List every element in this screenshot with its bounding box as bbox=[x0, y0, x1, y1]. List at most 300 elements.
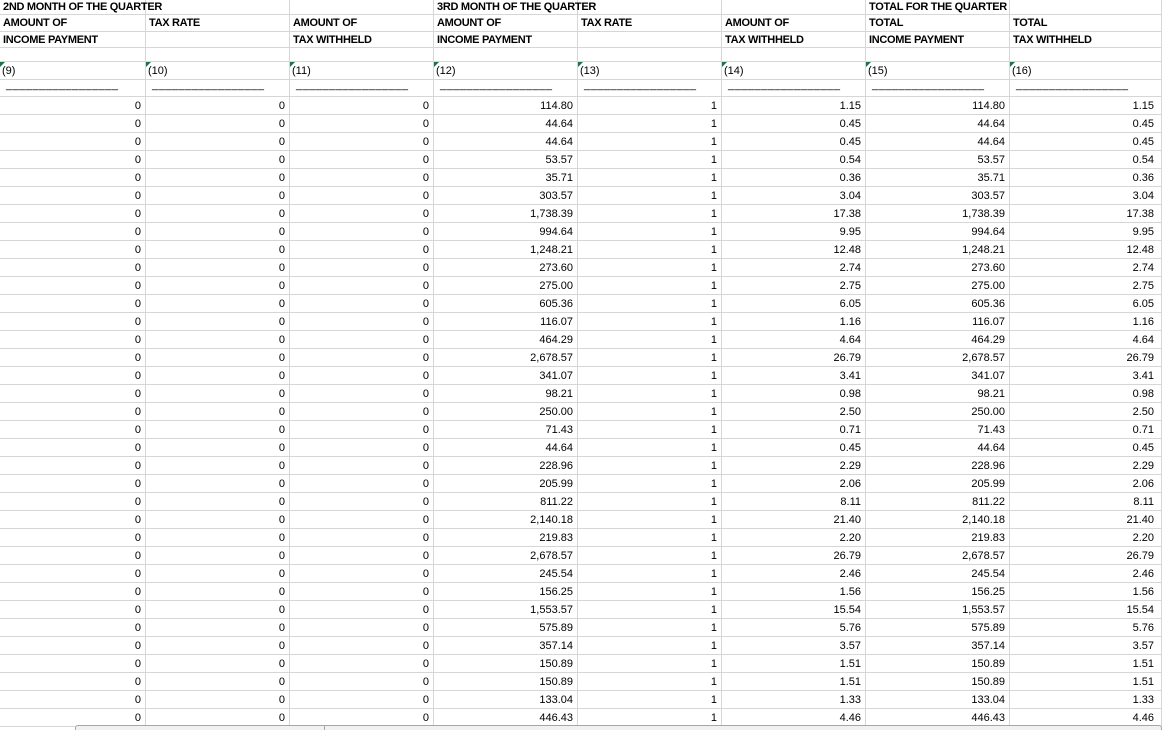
data-cell-3rd-month-amount-of-income-payment[interactable] bbox=[434, 637, 578, 655]
data-cell-3rd-month-amount-of-tax-withheld[interactable] bbox=[722, 619, 866, 637]
data-cell-2nd-month-amount-of-income-payment[interactable] bbox=[0, 673, 146, 691]
horizontal-scrollbar[interactable] bbox=[75, 725, 1162, 730]
data-cell-2nd-month-amount-of-tax-withheld[interactable] bbox=[290, 547, 434, 565]
data-cell-total-income-payment[interactable] bbox=[866, 313, 1010, 331]
data-cell-2nd-month-amount-of-income-payment[interactable] bbox=[0, 133, 146, 151]
header-label-cell-total-tax-withheld[interactable] bbox=[1010, 15, 1162, 32]
data-cell-3rd-month-amount-of-income-payment[interactable] bbox=[434, 493, 578, 511]
data-cell-total-tax-withheld[interactable] bbox=[1010, 529, 1162, 547]
data-cell-3rd-month-tax-rate[interactable] bbox=[578, 601, 722, 619]
data-cell-2nd-month-amount-of-income-payment[interactable] bbox=[0, 601, 146, 619]
data-cell-3rd-month-amount-of-tax-withheld[interactable] bbox=[722, 637, 866, 655]
data-cell-total-income-payment[interactable] bbox=[866, 349, 1010, 367]
data-cell-2nd-month-tax-rate[interactable] bbox=[146, 151, 290, 169]
data-cell-3rd-month-amount-of-income-payment[interactable] bbox=[434, 403, 578, 421]
data-cell-3rd-month-amount-of-tax-withheld[interactable] bbox=[722, 367, 866, 385]
data-cell-total-income-payment[interactable] bbox=[866, 619, 1010, 637]
underline-cell[interactable] bbox=[146, 80, 290, 97]
column-number-cell-9[interactable] bbox=[0, 62, 146, 80]
data-cell-total-income-payment[interactable] bbox=[866, 565, 1010, 583]
data-cell-2nd-month-amount-of-tax-withheld[interactable] bbox=[290, 655, 434, 673]
data-cell-3rd-month-amount-of-tax-withheld[interactable] bbox=[722, 259, 866, 277]
data-cell-2nd-month-amount-of-income-payment[interactable] bbox=[0, 367, 146, 385]
data-cell-2nd-month-amount-of-income-payment[interactable] bbox=[0, 385, 146, 403]
data-cell-total-tax-withheld[interactable] bbox=[1010, 493, 1162, 511]
data-cell-2nd-month-amount-of-tax-withheld[interactable] bbox=[290, 691, 434, 709]
data-cell-total-tax-withheld[interactable] bbox=[1010, 277, 1162, 295]
header-sublabel-cell-3rd-month-amount-of-tax-withheld[interactable] bbox=[722, 32, 866, 48]
data-cell-3rd-month-amount-of-tax-withheld[interactable] bbox=[722, 691, 866, 709]
data-cell-3rd-month-amount-of-tax-withheld[interactable] bbox=[722, 403, 866, 421]
data-cell-3rd-month-amount-of-income-payment[interactable] bbox=[434, 295, 578, 313]
data-cell-total-income-payment[interactable] bbox=[866, 601, 1010, 619]
data-cell-2nd-month-amount-of-tax-withheld[interactable] bbox=[290, 457, 434, 475]
data-cell-3rd-month-tax-rate[interactable] bbox=[578, 133, 722, 151]
data-cell-total-tax-withheld[interactable] bbox=[1010, 259, 1162, 277]
data-cell-3rd-month-tax-rate[interactable] bbox=[578, 205, 722, 223]
data-cell-total-income-payment[interactable] bbox=[866, 187, 1010, 205]
data-cell-2nd-month-amount-of-tax-withheld[interactable] bbox=[290, 295, 434, 313]
data-cell-3rd-month-tax-rate[interactable] bbox=[578, 259, 722, 277]
data-cell-3rd-month-amount-of-income-payment[interactable] bbox=[434, 205, 578, 223]
data-cell-total-income-payment[interactable] bbox=[866, 457, 1010, 475]
data-cell-2nd-month-amount-of-tax-withheld[interactable] bbox=[290, 187, 434, 205]
column-number-cell-13[interactable] bbox=[578, 62, 722, 80]
data-cell-3rd-month-amount-of-tax-withheld[interactable] bbox=[722, 655, 866, 673]
data-cell-3rd-month-amount-of-income-payment[interactable] bbox=[434, 277, 578, 295]
data-cell-2nd-month-amount-of-tax-withheld[interactable] bbox=[290, 151, 434, 169]
data-cell-total-income-payment[interactable] bbox=[866, 439, 1010, 457]
data-cell-2nd-month-tax-rate[interactable] bbox=[146, 97, 290, 115]
data-cell-total-tax-withheld[interactable] bbox=[1010, 601, 1162, 619]
column-number-cell-15[interactable] bbox=[866, 62, 1010, 80]
data-cell-total-income-payment[interactable] bbox=[866, 421, 1010, 439]
data-cell-3rd-month-tax-rate[interactable] bbox=[578, 673, 722, 691]
data-cell-2nd-month-amount-of-income-payment[interactable] bbox=[0, 421, 146, 439]
blank-cell[interactable] bbox=[1010, 48, 1162, 62]
data-cell-2nd-month-amount-of-tax-withheld[interactable] bbox=[290, 511, 434, 529]
data-cell-2nd-month-amount-of-income-payment[interactable] bbox=[0, 493, 146, 511]
data-cell-3rd-month-tax-rate[interactable] bbox=[578, 475, 722, 493]
data-cell-2nd-month-amount-of-income-payment[interactable] bbox=[0, 259, 146, 277]
data-cell-3rd-month-amount-of-income-payment[interactable] bbox=[434, 331, 578, 349]
data-cell-total-income-payment[interactable] bbox=[866, 385, 1010, 403]
data-cell-2nd-month-amount-of-income-payment[interactable] bbox=[0, 205, 146, 223]
data-cell-2nd-month-amount-of-income-payment[interactable] bbox=[0, 619, 146, 637]
data-cell-2nd-month-amount-of-income-payment[interactable] bbox=[0, 637, 146, 655]
underline-cell[interactable] bbox=[434, 80, 578, 97]
data-cell-2nd-month-amount-of-income-payment[interactable] bbox=[0, 223, 146, 241]
data-cell-2nd-month-tax-rate[interactable] bbox=[146, 529, 290, 547]
data-cell-2nd-month-amount-of-income-payment[interactable] bbox=[0, 349, 146, 367]
data-cell-total-income-payment[interactable] bbox=[866, 205, 1010, 223]
data-cell-3rd-month-tax-rate[interactable] bbox=[578, 169, 722, 187]
blank-cell[interactable] bbox=[146, 48, 290, 62]
data-cell-2nd-month-tax-rate[interactable] bbox=[146, 583, 290, 601]
data-cell-total-income-payment[interactable] bbox=[866, 277, 1010, 295]
data-cell-total-income-payment[interactable] bbox=[866, 169, 1010, 187]
column-number-cell-11[interactable] bbox=[290, 62, 434, 80]
data-cell-total-tax-withheld[interactable] bbox=[1010, 367, 1162, 385]
data-cell-3rd-month-tax-rate[interactable] bbox=[578, 313, 722, 331]
data-cell-3rd-month-amount-of-income-payment[interactable] bbox=[434, 439, 578, 457]
data-cell-total-income-payment[interactable] bbox=[866, 223, 1010, 241]
data-cell-3rd-month-amount-of-tax-withheld[interactable] bbox=[722, 457, 866, 475]
data-cell-3rd-month-tax-rate[interactable] bbox=[578, 403, 722, 421]
underline-cell[interactable] bbox=[722, 80, 866, 97]
data-cell-2nd-month-tax-rate[interactable] bbox=[146, 655, 290, 673]
data-cell-3rd-month-amount-of-income-payment[interactable] bbox=[434, 349, 578, 367]
data-cell-3rd-month-tax-rate[interactable] bbox=[578, 151, 722, 169]
data-cell-2nd-month-amount-of-tax-withheld[interactable] bbox=[290, 529, 434, 547]
data-cell-2nd-month-tax-rate[interactable] bbox=[146, 619, 290, 637]
blank-cell[interactable] bbox=[722, 48, 866, 62]
data-cell-2nd-month-amount-of-income-payment[interactable] bbox=[0, 529, 146, 547]
data-cell-total-tax-withheld[interactable] bbox=[1010, 295, 1162, 313]
data-cell-3rd-month-amount-of-income-payment[interactable] bbox=[434, 655, 578, 673]
data-cell-total-tax-withheld[interactable] bbox=[1010, 403, 1162, 421]
data-cell-3rd-month-amount-of-income-payment[interactable] bbox=[434, 457, 578, 475]
data-cell-total-tax-withheld[interactable] bbox=[1010, 673, 1162, 691]
data-cell-3rd-month-amount-of-income-payment[interactable] bbox=[434, 547, 578, 565]
data-cell-2nd-month-amount-of-income-payment[interactable] bbox=[0, 313, 146, 331]
data-cell-3rd-month-tax-rate[interactable] bbox=[578, 493, 722, 511]
data-cell-2nd-month-tax-rate[interactable] bbox=[146, 331, 290, 349]
data-cell-3rd-month-amount-of-tax-withheld[interactable] bbox=[722, 583, 866, 601]
data-cell-3rd-month-amount-of-income-payment[interactable] bbox=[434, 223, 578, 241]
data-cell-3rd-month-amount-of-income-payment[interactable] bbox=[434, 565, 578, 583]
underline-cell[interactable] bbox=[866, 80, 1010, 97]
data-cell-3rd-month-tax-rate[interactable] bbox=[578, 655, 722, 673]
underline-cell[interactable] bbox=[0, 80, 146, 97]
data-cell-2nd-month-amount-of-tax-withheld[interactable] bbox=[290, 133, 434, 151]
data-cell-2nd-month-tax-rate[interactable] bbox=[146, 133, 290, 151]
data-cell-3rd-month-amount-of-tax-withheld[interactable] bbox=[722, 205, 866, 223]
data-cell-total-tax-withheld[interactable] bbox=[1010, 457, 1162, 475]
data-cell-2nd-month-amount-of-income-payment[interactable] bbox=[0, 187, 146, 205]
data-cell-3rd-month-amount-of-income-payment[interactable] bbox=[434, 187, 578, 205]
data-cell-2nd-month-tax-rate[interactable] bbox=[146, 187, 290, 205]
data-cell-total-tax-withheld[interactable] bbox=[1010, 241, 1162, 259]
data-cell-total-income-payment[interactable] bbox=[866, 655, 1010, 673]
data-cell-2nd-month-amount-of-income-payment[interactable] bbox=[0, 241, 146, 259]
data-cell-3rd-month-amount-of-income-payment[interactable] bbox=[434, 115, 578, 133]
data-cell-3rd-month-amount-of-tax-withheld[interactable] bbox=[722, 673, 866, 691]
data-cell-3rd-month-tax-rate[interactable] bbox=[578, 511, 722, 529]
data-cell-3rd-month-amount-of-tax-withheld[interactable] bbox=[722, 511, 866, 529]
column-number-cell-12[interactable] bbox=[434, 62, 578, 80]
data-cell-total-tax-withheld[interactable] bbox=[1010, 565, 1162, 583]
data-cell-3rd-month-tax-rate[interactable] bbox=[578, 691, 722, 709]
column-number-cell-14[interactable] bbox=[722, 62, 866, 80]
data-cell-2nd-month-amount-of-tax-withheld[interactable] bbox=[290, 97, 434, 115]
data-cell-total-tax-withheld[interactable] bbox=[1010, 421, 1162, 439]
data-cell-3rd-month-tax-rate[interactable] bbox=[578, 583, 722, 601]
horizontal-scrollbar-thumb[interactable] bbox=[76, 726, 325, 730]
data-cell-total-income-payment[interactable] bbox=[866, 583, 1010, 601]
data-cell-total-income-payment[interactable] bbox=[866, 511, 1010, 529]
data-cell-2nd-month-tax-rate[interactable] bbox=[146, 547, 290, 565]
header-group-cell-2nd-month-amount-of-tax-withheld[interactable] bbox=[290, 0, 434, 15]
data-cell-2nd-month-amount-of-tax-withheld[interactable] bbox=[290, 223, 434, 241]
data-cell-3rd-month-tax-rate[interactable] bbox=[578, 295, 722, 313]
data-cell-3rd-month-amount-of-tax-withheld[interactable] bbox=[722, 133, 866, 151]
data-cell-total-tax-withheld[interactable] bbox=[1010, 133, 1162, 151]
data-cell-2nd-month-amount-of-income-payment[interactable] bbox=[0, 331, 146, 349]
data-cell-3rd-month-tax-rate[interactable] bbox=[578, 115, 722, 133]
data-cell-2nd-month-tax-rate[interactable] bbox=[146, 277, 290, 295]
data-cell-total-income-payment[interactable] bbox=[866, 493, 1010, 511]
data-cell-total-tax-withheld[interactable] bbox=[1010, 223, 1162, 241]
data-cell-2nd-month-tax-rate[interactable] bbox=[146, 259, 290, 277]
data-cell-total-tax-withheld[interactable] bbox=[1010, 349, 1162, 367]
data-cell-2nd-month-amount-of-tax-withheld[interactable] bbox=[290, 565, 434, 583]
data-cell-3rd-month-amount-of-tax-withheld[interactable] bbox=[722, 115, 866, 133]
data-cell-3rd-month-amount-of-tax-withheld[interactable] bbox=[722, 601, 866, 619]
data-cell-2nd-month-amount-of-tax-withheld[interactable] bbox=[290, 349, 434, 367]
header-group-cell-3rd-month-tax-rate[interactable] bbox=[578, 0, 722, 15]
data-cell-3rd-month-amount-of-income-payment[interactable] bbox=[434, 241, 578, 259]
data-cell-3rd-month-amount-of-tax-withheld[interactable] bbox=[722, 493, 866, 511]
data-cell-2nd-month-tax-rate[interactable] bbox=[146, 511, 290, 529]
data-cell-3rd-month-tax-rate[interactable] bbox=[578, 385, 722, 403]
data-cell-2nd-month-tax-rate[interactable] bbox=[146, 457, 290, 475]
data-cell-total-income-payment[interactable] bbox=[866, 691, 1010, 709]
underline-cell[interactable] bbox=[578, 80, 722, 97]
data-cell-2nd-month-amount-of-income-payment[interactable] bbox=[0, 655, 146, 673]
data-cell-total-income-payment[interactable] bbox=[866, 151, 1010, 169]
header-sublabel-cell-total-tax-withheld[interactable] bbox=[1010, 32, 1162, 48]
header-group-cell-total-tax-withheld[interactable] bbox=[1010, 0, 1162, 15]
data-cell-3rd-month-tax-rate[interactable] bbox=[578, 619, 722, 637]
data-cell-total-tax-withheld[interactable] bbox=[1010, 547, 1162, 565]
data-cell-2nd-month-tax-rate[interactable] bbox=[146, 223, 290, 241]
data-cell-3rd-month-amount-of-tax-withheld[interactable] bbox=[722, 223, 866, 241]
data-cell-3rd-month-amount-of-tax-withheld[interactable] bbox=[722, 421, 866, 439]
data-cell-3rd-month-amount-of-income-payment[interactable] bbox=[434, 511, 578, 529]
data-cell-2nd-month-tax-rate[interactable] bbox=[146, 421, 290, 439]
data-cell-2nd-month-tax-rate[interactable] bbox=[146, 205, 290, 223]
data-cell-2nd-month-amount-of-income-payment[interactable] bbox=[0, 169, 146, 187]
data-cell-3rd-month-amount-of-income-payment[interactable] bbox=[434, 583, 578, 601]
underline-cell[interactable] bbox=[1010, 80, 1162, 97]
blank-cell[interactable] bbox=[578, 48, 722, 62]
data-cell-3rd-month-tax-rate[interactable] bbox=[578, 241, 722, 259]
data-cell-3rd-month-amount-of-income-payment[interactable] bbox=[434, 259, 578, 277]
data-cell-3rd-month-amount-of-income-payment[interactable] bbox=[434, 313, 578, 331]
header-group-cell-3rd-month-amount-of-income-payment[interactable] bbox=[434, 0, 597, 15]
data-cell-3rd-month-amount-of-income-payment[interactable] bbox=[434, 619, 578, 637]
data-cell-3rd-month-amount-of-income-payment[interactable] bbox=[434, 529, 578, 547]
data-cell-total-tax-withheld[interactable] bbox=[1010, 637, 1162, 655]
data-cell-3rd-month-amount-of-tax-withheld[interactable] bbox=[722, 295, 866, 313]
data-cell-3rd-month-amount-of-tax-withheld[interactable] bbox=[722, 241, 866, 259]
data-cell-2nd-month-amount-of-income-payment[interactable] bbox=[0, 511, 146, 529]
data-cell-3rd-month-amount-of-income-payment[interactable] bbox=[434, 385, 578, 403]
header-label-cell-3rd-month-amount-of-tax-withheld[interactable] bbox=[722, 15, 866, 32]
data-cell-2nd-month-tax-rate[interactable] bbox=[146, 673, 290, 691]
data-cell-3rd-month-amount-of-tax-withheld[interactable] bbox=[722, 331, 866, 349]
data-cell-total-income-payment[interactable] bbox=[866, 259, 1010, 277]
data-cell-2nd-month-amount-of-tax-withheld[interactable] bbox=[290, 475, 434, 493]
data-cell-2nd-month-tax-rate[interactable] bbox=[146, 169, 290, 187]
data-cell-2nd-month-amount-of-tax-withheld[interactable] bbox=[290, 367, 434, 385]
data-cell-2nd-month-amount-of-tax-withheld[interactable] bbox=[290, 331, 434, 349]
header-group-cell-3rd-month-amount-of-tax-withheld[interactable] bbox=[722, 0, 866, 15]
data-cell-2nd-month-tax-rate[interactable] bbox=[146, 385, 290, 403]
header-sublabel-cell-total-income-payment[interactable] bbox=[866, 32, 1010, 48]
header-sublabel-cell-3rd-month-amount-of-income-payment[interactable] bbox=[434, 32, 578, 48]
data-cell-3rd-month-amount-of-income-payment[interactable] bbox=[434, 97, 578, 115]
header-label-cell-total-income-payment[interactable] bbox=[866, 15, 1010, 32]
data-cell-2nd-month-amount-of-income-payment[interactable] bbox=[0, 151, 146, 169]
data-cell-2nd-month-amount-of-tax-withheld[interactable] bbox=[290, 277, 434, 295]
data-cell-3rd-month-amount-of-tax-withheld[interactable] bbox=[722, 475, 866, 493]
data-cell-total-income-payment[interactable] bbox=[866, 295, 1010, 313]
header-sublabel-cell-2nd-month-amount-of-income-payment[interactable] bbox=[0, 32, 146, 48]
data-cell-3rd-month-tax-rate[interactable] bbox=[578, 529, 722, 547]
data-cell-total-income-payment[interactable] bbox=[866, 241, 1010, 259]
data-cell-3rd-month-amount-of-income-payment[interactable] bbox=[434, 475, 578, 493]
data-cell-3rd-month-tax-rate[interactable] bbox=[578, 457, 722, 475]
data-cell-3rd-month-amount-of-tax-withheld[interactable] bbox=[722, 277, 866, 295]
data-cell-2nd-month-tax-rate[interactable] bbox=[146, 313, 290, 331]
header-group-cell-total-income-payment[interactable] bbox=[866, 0, 1010, 15]
data-cell-2nd-month-amount-of-tax-withheld[interactable] bbox=[290, 583, 434, 601]
data-cell-3rd-month-amount-of-income-payment[interactable] bbox=[434, 367, 578, 385]
column-number-cell-16[interactable] bbox=[1010, 62, 1162, 80]
header-sublabel-cell-2nd-month-tax-rate[interactable] bbox=[146, 32, 290, 48]
data-cell-2nd-month-tax-rate[interactable] bbox=[146, 367, 290, 385]
data-cell-2nd-month-amount-of-tax-withheld[interactable] bbox=[290, 403, 434, 421]
data-cell-total-income-payment[interactable] bbox=[866, 403, 1010, 421]
data-cell-3rd-month-amount-of-tax-withheld[interactable] bbox=[722, 439, 866, 457]
data-cell-total-tax-withheld[interactable] bbox=[1010, 475, 1162, 493]
data-cell-2nd-month-tax-rate[interactable] bbox=[146, 349, 290, 367]
data-cell-2nd-month-tax-rate[interactable] bbox=[146, 403, 290, 421]
data-cell-2nd-month-amount-of-income-payment[interactable] bbox=[0, 295, 146, 313]
data-cell-total-tax-withheld[interactable] bbox=[1010, 439, 1162, 457]
data-cell-total-income-payment[interactable] bbox=[866, 367, 1010, 385]
data-cell-3rd-month-tax-rate[interactable] bbox=[578, 547, 722, 565]
data-cell-3rd-month-amount-of-tax-withheld[interactable] bbox=[722, 313, 866, 331]
data-cell-total-tax-withheld[interactable] bbox=[1010, 97, 1162, 115]
data-cell-2nd-month-tax-rate[interactable] bbox=[146, 115, 290, 133]
blank-cell[interactable] bbox=[434, 48, 578, 62]
data-cell-3rd-month-amount-of-tax-withheld[interactable] bbox=[722, 169, 866, 187]
data-cell-3rd-month-amount-of-tax-withheld[interactable] bbox=[722, 349, 866, 367]
header-label-cell-2nd-month-amount-of-income-payment[interactable] bbox=[0, 15, 146, 32]
data-cell-3rd-month-amount-of-tax-withheld[interactable] bbox=[722, 529, 866, 547]
data-cell-2nd-month-tax-rate[interactable] bbox=[146, 691, 290, 709]
data-cell-total-tax-withheld[interactable] bbox=[1010, 619, 1162, 637]
header-sublabel-cell-2nd-month-amount-of-tax-withheld[interactable] bbox=[290, 32, 434, 48]
data-cell-3rd-month-amount-of-income-payment[interactable] bbox=[434, 601, 578, 619]
underline-cell[interactable] bbox=[290, 80, 434, 97]
header-group-cell-2nd-month-tax-rate[interactable] bbox=[146, 0, 290, 15]
data-cell-total-tax-withheld[interactable] bbox=[1010, 151, 1162, 169]
header-sublabel-cell-3rd-month-tax-rate[interactable] bbox=[578, 32, 722, 48]
data-cell-total-tax-withheld[interactable] bbox=[1010, 205, 1162, 223]
data-cell-3rd-month-tax-rate[interactable] bbox=[578, 349, 722, 367]
data-cell-3rd-month-amount-of-tax-withheld[interactable] bbox=[722, 187, 866, 205]
data-cell-3rd-month-tax-rate[interactable] bbox=[578, 439, 722, 457]
data-cell-2nd-month-tax-rate[interactable] bbox=[146, 475, 290, 493]
data-cell-2nd-month-amount-of-income-payment[interactable] bbox=[0, 115, 146, 133]
header-label-cell-2nd-month-tax-rate[interactable] bbox=[146, 15, 290, 32]
data-cell-2nd-month-amount-of-income-payment[interactable] bbox=[0, 547, 146, 565]
blank-cell[interactable] bbox=[0, 48, 146, 62]
data-cell-total-income-payment[interactable] bbox=[866, 475, 1010, 493]
data-cell-2nd-month-amount-of-tax-withheld[interactable] bbox=[290, 619, 434, 637]
data-cell-total-tax-withheld[interactable] bbox=[1010, 331, 1162, 349]
data-cell-3rd-month-tax-rate[interactable] bbox=[578, 421, 722, 439]
data-cell-total-income-payment[interactable] bbox=[866, 637, 1010, 655]
data-cell-2nd-month-tax-rate[interactable] bbox=[146, 241, 290, 259]
data-cell-3rd-month-tax-rate[interactable] bbox=[578, 637, 722, 655]
blank-cell[interactable] bbox=[290, 48, 434, 62]
data-cell-2nd-month-amount-of-income-payment[interactable] bbox=[0, 277, 146, 295]
data-cell-total-tax-withheld[interactable] bbox=[1010, 655, 1162, 673]
data-cell-2nd-month-amount-of-income-payment[interactable] bbox=[0, 691, 146, 709]
data-cell-total-income-payment[interactable] bbox=[866, 97, 1010, 115]
data-cell-2nd-month-amount-of-tax-withheld[interactable] bbox=[290, 439, 434, 457]
data-cell-3rd-month-tax-rate[interactable] bbox=[578, 367, 722, 385]
data-cell-2nd-month-tax-rate[interactable] bbox=[146, 601, 290, 619]
data-cell-3rd-month-amount-of-tax-withheld[interactable] bbox=[722, 565, 866, 583]
data-cell-3rd-month-amount-of-income-payment[interactable] bbox=[434, 673, 578, 691]
data-cell-total-tax-withheld[interactable] bbox=[1010, 385, 1162, 403]
data-cell-2nd-month-tax-rate[interactable] bbox=[146, 295, 290, 313]
data-cell-total-income-payment[interactable] bbox=[866, 529, 1010, 547]
data-cell-2nd-month-tax-rate[interactable] bbox=[146, 565, 290, 583]
data-cell-3rd-month-tax-rate[interactable] bbox=[578, 565, 722, 583]
data-cell-total-tax-withheld[interactable] bbox=[1010, 313, 1162, 331]
data-cell-2nd-month-amount-of-income-payment[interactable] bbox=[0, 583, 146, 601]
data-cell-2nd-month-amount-of-tax-withheld[interactable] bbox=[290, 313, 434, 331]
data-cell-2nd-month-amount-of-tax-withheld[interactable] bbox=[290, 205, 434, 223]
data-cell-2nd-month-amount-of-tax-withheld[interactable] bbox=[290, 493, 434, 511]
data-cell-3rd-month-tax-rate[interactable] bbox=[578, 331, 722, 349]
data-cell-total-tax-withheld[interactable] bbox=[1010, 187, 1162, 205]
data-cell-2nd-month-amount-of-tax-withheld[interactable] bbox=[290, 673, 434, 691]
data-cell-3rd-month-amount-of-tax-withheld[interactable] bbox=[722, 385, 866, 403]
data-cell-total-income-payment[interactable] bbox=[866, 331, 1010, 349]
data-cell-2nd-month-amount-of-income-payment[interactable] bbox=[0, 403, 146, 421]
data-cell-total-tax-withheld[interactable] bbox=[1010, 583, 1162, 601]
data-cell-3rd-month-amount-of-income-payment[interactable] bbox=[434, 133, 578, 151]
data-cell-2nd-month-amount-of-tax-withheld[interactable] bbox=[290, 601, 434, 619]
data-cell-total-income-payment[interactable] bbox=[866, 133, 1010, 151]
data-cell-3rd-month-amount-of-tax-withheld[interactable] bbox=[722, 547, 866, 565]
data-cell-2nd-month-amount-of-tax-withheld[interactable] bbox=[290, 385, 434, 403]
header-group-cell-2nd-month-amount-of-income-payment[interactable] bbox=[0, 0, 163, 15]
data-cell-3rd-month-tax-rate[interactable] bbox=[578, 187, 722, 205]
data-cell-2nd-month-tax-rate[interactable] bbox=[146, 637, 290, 655]
data-cell-2nd-month-amount-of-income-payment[interactable] bbox=[0, 439, 146, 457]
data-cell-3rd-month-amount-of-income-payment[interactable] bbox=[434, 169, 578, 187]
data-cell-3rd-month-tax-rate[interactable] bbox=[578, 223, 722, 241]
data-cell-3rd-month-tax-rate[interactable] bbox=[578, 277, 722, 295]
data-cell-2nd-month-amount-of-tax-withheld[interactable] bbox=[290, 637, 434, 655]
data-cell-total-tax-withheld[interactable] bbox=[1010, 169, 1162, 187]
data-cell-2nd-month-amount-of-income-payment[interactable] bbox=[0, 565, 146, 583]
data-cell-2nd-month-tax-rate[interactable] bbox=[146, 439, 290, 457]
data-cell-2nd-month-amount-of-income-payment[interactable] bbox=[0, 475, 146, 493]
data-cell-2nd-month-amount-of-tax-withheld[interactable] bbox=[290, 169, 434, 187]
data-cell-total-income-payment[interactable] bbox=[866, 115, 1010, 133]
data-cell-total-tax-withheld[interactable] bbox=[1010, 691, 1162, 709]
